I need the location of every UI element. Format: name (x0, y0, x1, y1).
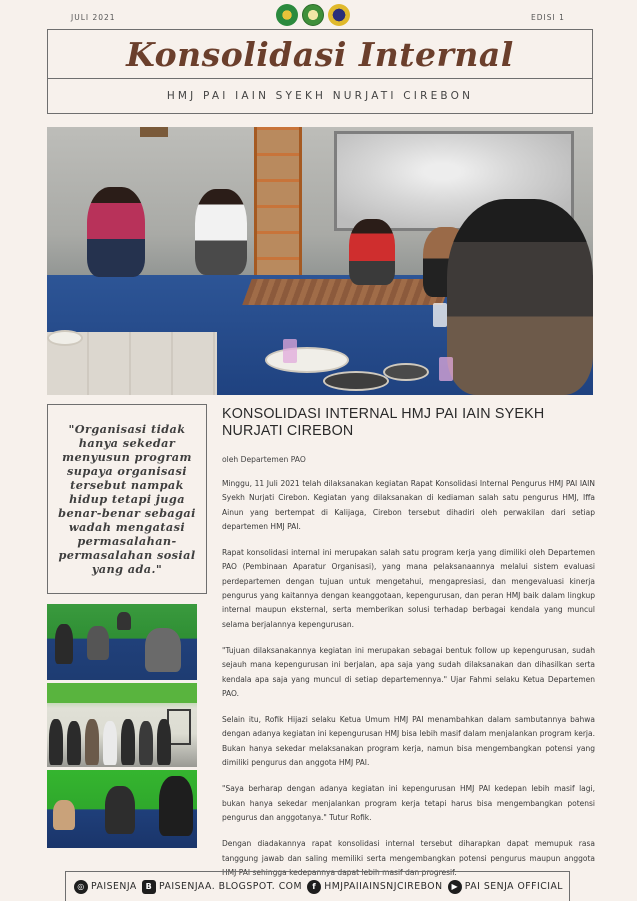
corner-shelf (254, 127, 302, 277)
instagram-icon: ◎ (74, 880, 88, 894)
masthead-title: Konsolidasi Internal (126, 34, 514, 74)
article-paragraph: Dengan diadakannya rapat konsolidasi internal tersebut diharapkan dapat memupuk rasa tanggung jawab dan saling memiliki serta mengembangkan potensi pengurus maupun anggota HMJ PAI sehingga kedepannya dapat lebih masif dan progresif. (222, 839, 595, 877)
person (145, 628, 181, 672)
article-byline: oleh Departemen PAO (222, 455, 306, 464)
plate (323, 371, 389, 391)
photo-group-standing (47, 683, 197, 767)
person (105, 786, 135, 834)
article-paragraph: Selain itu, Rofik Hijazi selaku Ketua Umum HMJ PAI menambahkan dalam sambutannya bahwa dengan adanya kegiatan ini kepengurusan HMJ bisa lebih masif dalam menjalankan program kerja. Bukan hanya sekedar melaksanakan program kerja, namun bisa mengembangkan potensi yang dimiliki pengurus dan anggota HMJ PAI. (222, 715, 595, 768)
patterned-rug (242, 279, 451, 305)
youtube-icon: ▶ (448, 880, 462, 894)
main-meeting-photo (47, 127, 593, 395)
iain-logo-icon (276, 4, 298, 26)
social-facebook[interactable] (307, 880, 442, 894)
person (103, 721, 117, 765)
plate (47, 330, 83, 346)
logo-group (276, 4, 350, 26)
pull-quote: "Organisasi tidak hanya sekedar menyusun program supaya organisasi tersebut nampak hidup tetapi juga benar-benar sebagai wadah mengatasi permasalahan-permasalahan sosial yang ada." (58, 422, 196, 576)
article-headline: KONSOLIDASI INTERNAL HMJ PAI IAIN SYEKH NURJATI CIREBON (222, 406, 545, 439)
person (139, 721, 153, 765)
person-white-shirt (195, 189, 247, 275)
person (157, 719, 171, 765)
article-body (222, 477, 595, 880)
photo-meeting-circle (47, 604, 197, 680)
edition-label: EDISI 1 (531, 13, 565, 22)
masthead-title-box (47, 29, 593, 79)
person (87, 626, 109, 660)
person (53, 800, 75, 830)
social-instagram[interactable] (74, 880, 137, 894)
article-paragraph: "Saya berharap dengan adanya kegiatan ini kepengurusan HMJ PAI kedepan lebih masif lagi, bukan hanya sekedar menjalankan program kerja tetapi harus bisa mengembangkan potensi pengurus dan anggotanya." Tutur Rofik. (222, 784, 595, 822)
pai-senja-logo-icon (328, 4, 350, 26)
person (55, 624, 73, 664)
hmj-logo-icon (302, 4, 324, 26)
person-red-shirt (87, 187, 145, 277)
masthead-subtitle: HMJ PAI IAIN SYEKH NURJATI CIREBON (47, 79, 593, 114)
blog-url: PAISENJAA. BLOGSPOT. COM (158, 881, 303, 892)
plate (383, 363, 429, 381)
cup (439, 357, 453, 381)
photo-discussion (47, 770, 197, 848)
facebook-icon: f (307, 880, 321, 894)
social-footer (65, 871, 570, 901)
green-wall (47, 683, 197, 703)
article (222, 406, 595, 892)
blogger-icon: B (142, 880, 156, 894)
cup (283, 339, 297, 363)
person (121, 719, 135, 765)
person (85, 719, 99, 765)
article-paragraph: Minggu, 11 Juli 2021 telah dilaksanakan kegiatan Rapat Konsolidasi Internal Pengurus HMJ PAI IAIN Syekh Nurjati Cirebon. Kegiatan yang dilaksanakan di kediaman salah satu pengurus HMJ, Iffa Ainun yang bertempat di Kalijaga, Cirebon tersebut dihadiri oleh perwakilan dari setiap departemen HMJ PAI. (222, 479, 595, 531)
article-paragraph: "Tujuan dilaksanakannya kegiatan ini merupakan sebagai bentuk follow up kepengurusan, sudah sejauh mana kepengurusan ini berjalan, apa saja yang sudah dilaksanakan dan dihasilkan serta kendala apa saja yang muncul di setiap departemennya." Ujar Fahmi selaku Ketua Departemen PAO. (222, 645, 595, 698)
person-red-tshirt (349, 219, 395, 285)
article-paragraph: Rapat konsolidasi internal ini merupakan salah satu program kerja yang dimiliki oleh Departemen PAO (Pembinaan Aparatur Organisasi), yang mana pelaksanaannya melalui sistem evaluasi perdepartemen dengan tujuan untuk mengetahui, mengapresiasi, dan mengevaluasi kinerja pengurus yang kaitannya dengan keanggotaan, kepengurusan, dan peran HMJ baik dalam lingkup internal maupun eksternal, serta memberikan solusi terhadap berbagai kendala yang muncul selama berjalannya kepengurusan. (222, 548, 595, 629)
issue-date: JULI 2021 (71, 13, 116, 22)
plate (265, 347, 349, 373)
cup (433, 303, 447, 327)
pull-quote-box (47, 404, 207, 594)
wall-frame (140, 127, 168, 137)
person (49, 719, 63, 765)
social-blog[interactable] (142, 880, 302, 894)
person (67, 721, 81, 765)
person-foreground (447, 199, 593, 395)
instagram-handle: PAISENJA (91, 881, 137, 892)
top-bar (0, 0, 637, 30)
social-youtube[interactable] (448, 880, 563, 894)
person (159, 776, 193, 836)
youtube-channel: PAI SENJA OFFICIAL (464, 881, 563, 892)
person (117, 612, 131, 630)
facebook-handle: HMJPAIIAINSNJCIREBON (324, 881, 443, 892)
